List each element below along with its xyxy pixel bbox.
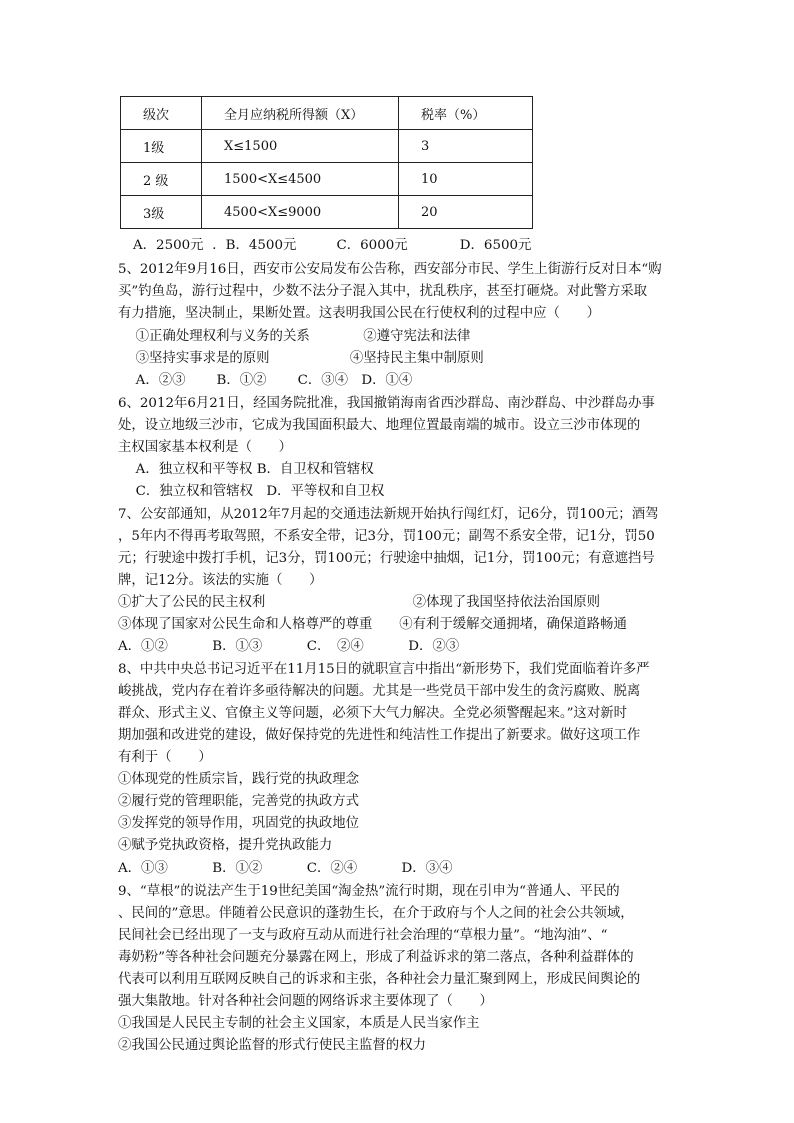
table-cell: 3级 xyxy=(121,196,202,229)
text-line: ①体现党的性质宗旨，践行党的执政理念 xyxy=(118,772,360,787)
table-cell: 3 xyxy=(399,130,533,163)
text-line: ③体现了国家对公民生命和人格尊严的尊重 ④有利于缓解交通拥堵，确保道路畅通 xyxy=(118,617,627,632)
table-cell: 10 xyxy=(399,163,533,196)
text-line: ③坚持实事求是的原则 ④坚持民主集中制原则 xyxy=(118,351,484,366)
text-line: 元；行驶途中拨打手机，记3分，罚100元；行驶途中抽烟，记1分，罚100元；有意遮挡号 xyxy=(118,551,655,566)
option-d: D．6500元 xyxy=(459,238,532,253)
text-line: 主权国家基本权利是（ ） xyxy=(118,440,293,455)
table-row xyxy=(121,130,533,163)
text-line: ②我国公民通过舆论监督的形式行使民主监督的权力 xyxy=(118,1038,426,1053)
text-line: 期加强和改进党的建设，做好保持党的先进性和纯洁性工作提出了新要求。做好这项工作 xyxy=(118,728,641,743)
table-header-row xyxy=(121,97,533,130)
table-row xyxy=(121,163,533,196)
text-line: 牌，记12分。该法的实施（ ） xyxy=(118,573,323,588)
text-line: 9、“草根”的说法产生于19世纪美国“淘金热”流行时期，现在引申为“普通人、平民的 xyxy=(118,884,620,899)
tax-rate-table xyxy=(120,96,533,229)
text-line: 峻挑战，党内存在着许多亟待解决的问题。尤其是一些党员干部中发生的贪污腐败、脱离 xyxy=(118,684,641,699)
text-line: 5、2012年9月16日，西安市公安局发布公告称，西安部分市民、学生上街游行反对日本“购 xyxy=(118,262,662,277)
table-cell: 2 级 xyxy=(121,163,202,196)
text-line: A．①③ B．①② C．②④ D．③④ xyxy=(118,861,453,876)
text-line: 强大集散地。针对各种社会问题的网络诉求主要体现了（ ） xyxy=(118,994,493,1009)
text-line: ①我国是人民民主专制的社会主义国家，本质是人民当家作主 xyxy=(118,1016,480,1031)
header-cell: 级次 xyxy=(121,97,202,130)
table-cell: 4500<X≤9000 xyxy=(202,196,399,229)
table-row xyxy=(121,196,533,229)
text-line: A．独立权和平等权 B．自卫权和管辖权 xyxy=(118,462,374,477)
text-line: C．独立权和管辖权 D．平等权和自卫权 xyxy=(118,484,385,499)
table-cell: X≤1500 xyxy=(202,130,399,163)
text-line: 毒奶粉”等各种社会问题充分暴露在网上，形成了利益诉求的第二落点，各种利益群体的 xyxy=(118,950,634,965)
text-line: 7、公安部通知，从2012年7月起的交通违法新规开始执行闯红灯，记6分，罚100元；酒驾 xyxy=(118,507,659,522)
text-line: 有力措施，坚决制止，果断处置。这表明我国公民在行使权利的过程中应（ ） xyxy=(118,306,601,321)
table-cell: 1500<X≤4500 xyxy=(202,163,399,196)
table-cell: 1级 xyxy=(121,130,202,163)
header-cell: 全月应纳税所得额（X） xyxy=(202,97,399,130)
text-line: 6、2012年6月21日，经国务院批准，我国撤销海南省西沙群岛、南沙群岛、中沙群岛办事 xyxy=(118,396,655,411)
text-line: ①扩大了公民的民主权利 ②体现了我国坚持依法治国原则 xyxy=(118,595,601,610)
text-line: 民间社会已经出现了一支与政府互动从而进行社会治理的“草根力量”。“地沟油”、“ xyxy=(118,928,608,943)
header-cell: 税率（%） xyxy=(399,97,533,130)
table-cell: 20 xyxy=(399,196,533,229)
text-line: 8、中共中央总书记习近平在11月15日的就职宣言中指出“新形势下，我们党面临着许多严 xyxy=(118,662,650,677)
text-line: A．②③ B．①② C．③④ D．①④ xyxy=(118,373,413,388)
text-line: 有利于（ ） xyxy=(118,750,212,765)
text-line: 群众、形式主义、官僚主义等问题，必须下大气力解决。全党必须警醒起来。”这对新时 xyxy=(118,706,627,721)
text-line: ①正确处理权利与义务的关系 ②遵守宪法和法律 xyxy=(118,329,471,344)
text-line: 、民间的”意思。伴随着公民意识的蓬勃生长，在介于政府与个人之间的社会公共领域， xyxy=(118,906,634,921)
text-line: ③发挥党的领导作用，巩固党的执政地位 xyxy=(118,816,360,831)
text-line: ，5年内不得再考取驾照，不系安全带，记3分，罚100元；副驾不系安全带，记1分，罚50 xyxy=(118,529,655,544)
text-line: ④赋予党执政资格，提升党执政能力 xyxy=(118,838,333,853)
text-line: 买”钓鱼岛，游行过程中，少数不法分子混入其中，扰乱秩序，甚至打砸烧。对此警方采取 xyxy=(118,284,648,299)
text-line: 处，设立地级三沙市，它成为我国面积最大、地理位置最南端的城市。设立三沙市体现的 xyxy=(118,418,641,433)
text-line: A．①② B．①③ C． ②④ D．②③ xyxy=(118,639,460,654)
text-line: ②履行党的管理职能，完善党的执政方式 xyxy=(118,794,360,809)
option-b: ．B．4500元 xyxy=(212,238,297,253)
question-4-options xyxy=(133,234,531,253)
option-c: C．6000元 xyxy=(336,238,408,253)
option-a: A．2500元 xyxy=(133,238,204,253)
text-line: 代表可以利用互联网反映自己的诉求和主张，各种社会力量汇聚到网上，形成民间舆论的 xyxy=(118,972,641,987)
